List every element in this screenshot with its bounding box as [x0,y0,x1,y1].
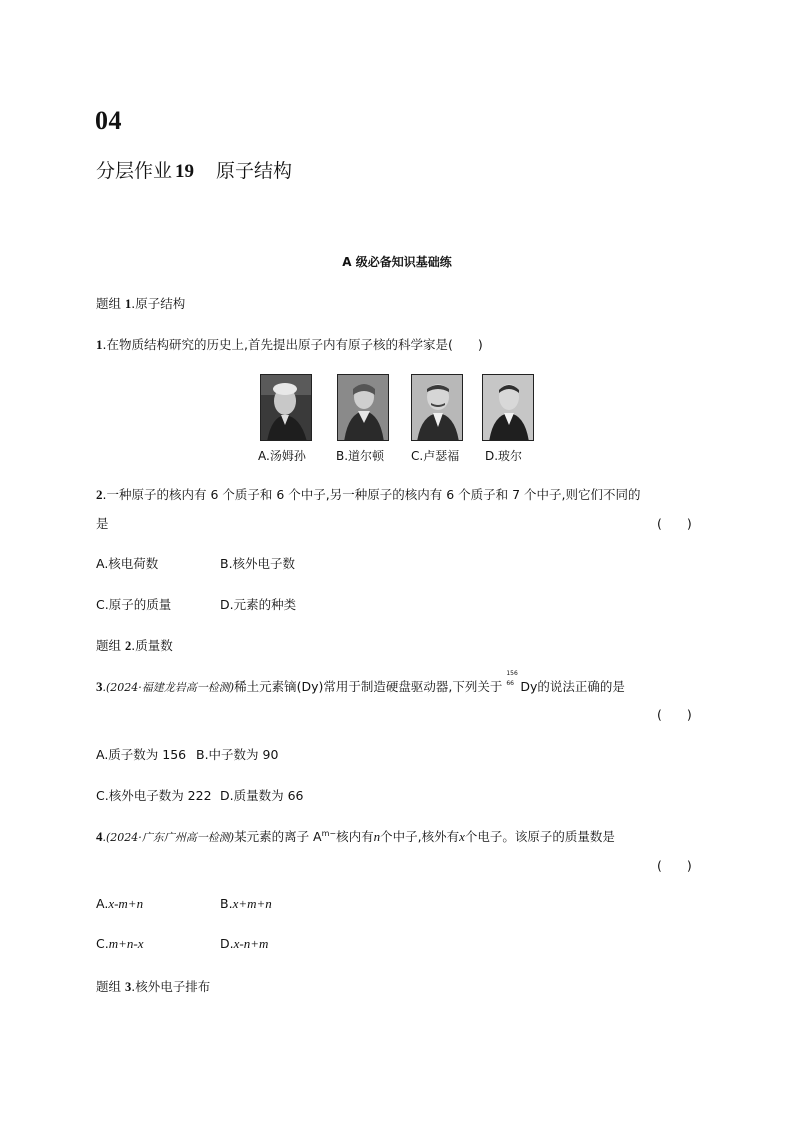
homework-title [96,156,292,183]
option-c: C.原子的质量 [96,597,172,612]
option-a: A.核电荷数 [96,556,159,571]
question-4 [96,827,615,845]
group-number: 2 [124,639,132,653]
option-label: D. [220,936,234,951]
answer-paren: ( ) [657,707,692,722]
option-c [96,936,143,952]
option-expr: x-n+m [233,936,269,951]
option-label: B. [220,896,233,911]
isotope-symbol: Dy [520,679,538,694]
group-heading-2 [96,636,173,654]
option-b: B.核外电子数 [220,556,296,571]
group-number: 1 [124,297,132,311]
group-number: 3 [124,980,132,994]
option-label: A. [96,896,109,911]
option-d [220,936,268,952]
answer-paren: ( ) [657,516,692,531]
group-name: .原子结构 [131,296,186,311]
portrait-dalton [337,374,389,441]
homework-number: 19 [175,161,195,182]
question-source: .(2024·福建龙岩高一检测) [102,681,235,694]
group-heading-3 [96,977,210,995]
answer-paren: ( ) [657,858,692,873]
portrait-thomson [260,374,312,441]
group-prefix: 题组 [96,979,125,994]
question-number: 3 [96,679,103,694]
portrait-rutherford-image [412,375,463,441]
portrait-dalton-image [338,375,389,441]
portrait-rutherford [411,374,463,441]
question-text: 个电子。该原子的质量数是 [464,829,615,844]
option-b [220,896,272,912]
group-name: .核外电子排布 [131,979,211,994]
option-d: D.玻尔 [485,449,523,463]
variable-x: x [459,829,465,844]
option-b: B.中子数为 90 [196,747,279,762]
question-source: .(2024·广东广州高一检测) [102,831,235,844]
question-text-end: 的说法正确的是 [537,679,625,694]
option-a: A.汤姆孙 [258,449,306,463]
question-text: 个中子,核外有 [380,829,460,844]
isotope-mass: 156 [506,670,518,677]
option-expr: x+m+n [232,896,272,911]
question-number: 4 [96,829,103,844]
option-label: C. [96,936,109,951]
portrait-bohr-image [483,375,534,441]
homework-name: 原子结构 [216,160,293,182]
isotope-atomic: 66 [506,680,514,687]
portrait-thomson-image [261,375,312,441]
question-text: 核内有 [336,829,374,844]
ion-charge: m− [321,828,337,838]
portrait-bohr [482,374,534,441]
homework-title-label: 分层作业 [96,160,173,182]
option-a [96,896,143,912]
level-heading: A 级必备知识基础练 [342,255,452,269]
question-3 [96,670,625,695]
option-a: A.质子数为 156 [96,747,187,762]
question-text: .在物质结构研究的历史上,首先提出原子内有原子核的科学家是( ) [102,337,483,352]
option-c: C.核外电子数为 222 [96,788,212,803]
question-text: 稀土元素镝(Dy)常用于制造硬盘驱动器,下列关于 [234,679,503,694]
variable-n: n [373,829,381,844]
question-number: 1 [96,337,103,352]
question-number: 2 [96,487,103,502]
question-1 [96,335,483,353]
isotope-notation [506,670,520,691]
group-prefix: 题组 [96,296,125,311]
option-expr: m+n-x [108,936,144,951]
section-number: 04 [95,106,122,135]
option-c: C.卢瑟福 [411,449,460,463]
option-d: D.元素的种类 [220,597,297,612]
question-text: 某元素的离子 A [234,829,322,844]
option-b: B.道尔顿 [336,449,385,463]
group-prefix: 题组 [96,638,125,653]
option-expr: x-m+n [108,896,144,911]
question-text: .一种原子的核内有 6 个质子和 6 个中子,另一种原子的核内有 6 个质子和 7 个中子,则它们不同的 [102,487,641,502]
option-d: D.质量数为 66 [220,788,304,803]
question-2 [96,485,641,503]
question-2-line2: 是 [96,516,109,531]
group-name: .质量数 [131,638,173,653]
group-heading-1 [96,294,185,312]
